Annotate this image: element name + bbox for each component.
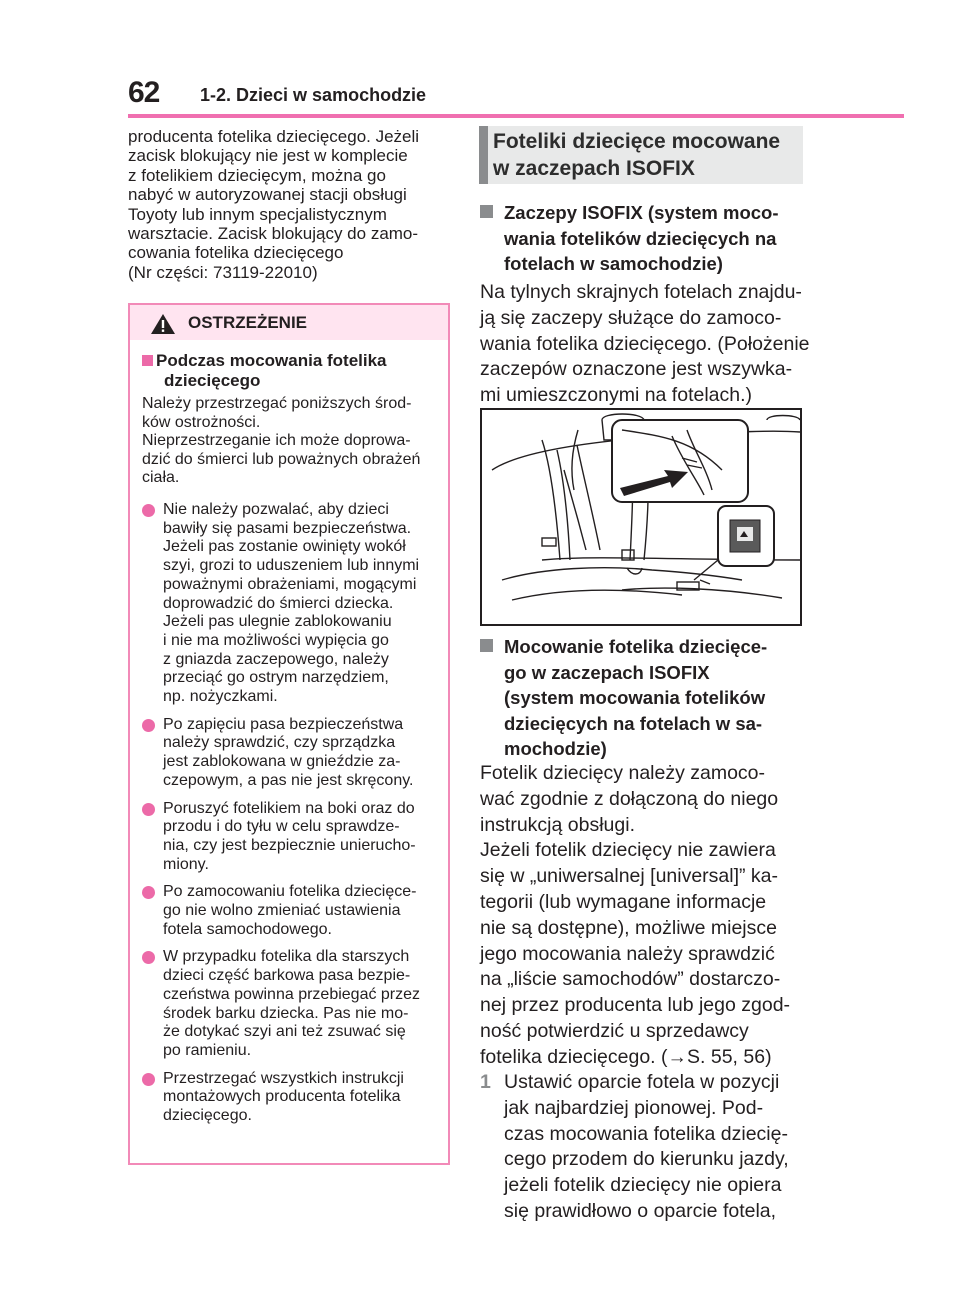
text-line: z fotelikiem dziecięcym, można go bbox=[128, 165, 386, 185]
section-title-box bbox=[479, 126, 803, 184]
rear-seat-isofix-illustration bbox=[480, 408, 802, 626]
section-header: 1-2. Dzieci w samochodzie bbox=[200, 85, 427, 105]
text-line: czas mocowania fotelika dziecię- bbox=[504, 1122, 788, 1145]
text-line: że dotykać szyi ani też zsuwać się bbox=[163, 1023, 406, 1041]
warning-subheading bbox=[142, 351, 387, 390]
warning-triangle-icon bbox=[150, 313, 176, 335]
text-line: nie są dostępne), możliwe miejsce bbox=[480, 916, 777, 939]
text-line: czeństwa powinna przebiegać przez bbox=[163, 985, 421, 1003]
warning-bullet bbox=[142, 1070, 448, 1126]
text-line: cowania fotelika dziecięcego bbox=[128, 243, 344, 263]
round-bullet-icon bbox=[142, 803, 155, 816]
text-line: po ramieniu. bbox=[163, 1041, 252, 1059]
warning-header bbox=[130, 305, 448, 340]
text-line: jego mocowania należy sprawdzić bbox=[480, 942, 775, 965]
text-line: ków ostrożności. bbox=[142, 413, 261, 431]
text-line: dzić do śmierci lub poważnych obrażeń bbox=[142, 450, 421, 468]
header-rule bbox=[128, 114, 904, 118]
round-bullet-icon bbox=[142, 719, 155, 732]
isofix-anchors-text bbox=[480, 280, 810, 409]
text-line: ność potwierdzić u sprzedawcy bbox=[480, 1019, 749, 1042]
page-number: 62 bbox=[128, 76, 160, 109]
text-line: dziecięcego. bbox=[163, 1107, 252, 1125]
warning-bullet bbox=[142, 501, 448, 707]
text-line: Przestrzegać wszystkich instrukcji bbox=[163, 1069, 404, 1087]
square-bullet-icon bbox=[480, 205, 493, 218]
warning-intro bbox=[142, 395, 447, 488]
text-line: przodu i do tyłu w celu sprawdze- bbox=[163, 818, 400, 836]
text-line: z gniazda zaczepowego, należy bbox=[163, 650, 389, 668]
warning-subheading-line: Podczas mocowania fotelika bbox=[156, 351, 387, 370]
text-line: Ustawić oparcie fotela w pozycji bbox=[504, 1071, 780, 1093]
text-line: fotela samochodowego. bbox=[163, 920, 332, 938]
text-line: przeciąć go ostrym narzędziem, bbox=[163, 669, 389, 687]
text-line: ją się zaczepy służące do zamoco- bbox=[480, 306, 782, 329]
warning-box bbox=[128, 303, 450, 1165]
text-line: na „liście samochodów” dostarczo- bbox=[480, 968, 781, 991]
text-line: zacisk blokujący nie jest w komplecie bbox=[128, 146, 408, 166]
warning-bullet bbox=[142, 800, 448, 875]
text-line: producenta fotelika dziecięcego. Jeżeli bbox=[128, 127, 420, 146]
text-line: Nie należy pozwalać, aby dzieci bbox=[163, 501, 389, 518]
text-line: (Nr części: 73119-22010) bbox=[128, 262, 318, 282]
warning-bullet bbox=[142, 948, 448, 1060]
round-bullet-icon bbox=[142, 504, 155, 517]
square-bullet-icon bbox=[480, 639, 493, 652]
text-line: ciała. bbox=[142, 469, 180, 486]
subheading-isofix-mounting: Mocowanie fotelika dziecięce- go w zaczepach ISOFIX (system mocowania fotelików dziecięcych na fotelach w sa- mochodzie) bbox=[480, 634, 767, 762]
text-line: należy sprawdzić, czy sprządzka bbox=[163, 734, 396, 752]
text-line: Należy przestrzegać poniższych środ- bbox=[142, 395, 412, 412]
text-line: szyi, grozi to uduszeniem lub innymi bbox=[163, 557, 420, 575]
step-1 bbox=[480, 1070, 789, 1225]
text-line: Jeżeli pas ulegnie zablokowaniu bbox=[163, 613, 392, 631]
text-line: montażowych producenta fotelika bbox=[163, 1088, 401, 1106]
text-line: instrukcją obsługi. bbox=[480, 813, 635, 836]
text-line: doprowadzić do śmierci dziecka. bbox=[163, 594, 394, 612]
text-line: np. nożyczkami. bbox=[163, 688, 278, 706]
text-line: jest zablokowana w gnieździe za- bbox=[163, 753, 401, 771]
round-bullet-icon bbox=[142, 886, 155, 899]
text-line: nej przez producenta lub jego zgod- bbox=[480, 994, 791, 1017]
text-line: mi umieszczonymi na fotelach.) bbox=[480, 384, 753, 407]
text-line: Toyoty lub innym specjalistycznym bbox=[128, 204, 387, 224]
warning-bullet-list bbox=[142, 501, 448, 1135]
section-title-bar bbox=[479, 126, 488, 184]
text-line: Po zapięciu pasa bezpieczeństwa bbox=[163, 715, 404, 733]
text-line: środek barku dziecka. Pas nie mo- bbox=[163, 1004, 409, 1022]
text-line: go nie wolno zmieniać ustawienia bbox=[163, 902, 401, 920]
text-line: się w „uniwersalnej [universal]” ka- bbox=[480, 865, 779, 888]
text-line: Nieprzestrzeganie ich może doprowa- bbox=[142, 432, 411, 449]
warning-title: OSTRZEŻENIE bbox=[188, 313, 308, 332]
text-line: Poruszyć fotelikiem na boki oraz do bbox=[163, 799, 415, 817]
square-bullet-icon bbox=[142, 355, 153, 366]
round-bullet-icon bbox=[142, 1073, 155, 1086]
text-line: miony. bbox=[163, 855, 209, 873]
text-line: tegorii (lub wymagane informacje bbox=[480, 890, 767, 913]
warning-bullet bbox=[142, 716, 448, 791]
subheading-isofix-anchors: Zaczepy ISOFIX (system moco- wania fotelików dziecięcych na fotelach w samochodzie) bbox=[480, 200, 779, 277]
isofix-mounting-text bbox=[480, 761, 790, 1071]
text-line: Fotelik dziecięcy należy zamoco- bbox=[480, 762, 766, 784]
text-line: wać zgodnie z dołączoną do niego bbox=[480, 787, 779, 810]
round-bullet-icon bbox=[142, 951, 155, 964]
warning-subheading-line: dziecięcego bbox=[164, 370, 261, 390]
text-line: jak najbardziej pionowej. Pod- bbox=[504, 1096, 764, 1119]
text-line: nabyć w autoryzowanej stacji obsługi bbox=[128, 185, 407, 205]
text-line: Jeżeli fotelik dziecięcy nie zawiera bbox=[480, 839, 776, 862]
text-line: jeżeli fotelik dziecięcy nie opiera bbox=[504, 1174, 782, 1197]
warning-bullet bbox=[142, 883, 448, 939]
text-line: czepowym, a pas nie jest skręcony. bbox=[163, 771, 414, 789]
text-line: i nie ma możliwości wypięcia go bbox=[163, 631, 389, 649]
text-line: Na tylnych skrajnych fotelach znajdu- bbox=[480, 281, 802, 303]
text-line: dzieci część barkowa pasa bezpie- bbox=[163, 967, 411, 985]
text-line: Jeżeli pas zostanie owinięty wokół bbox=[163, 538, 406, 556]
text-line: warsztacie. Zacisk blokujący do zamo- bbox=[128, 224, 419, 244]
text-line: się prawidłowo o oparcie fotela, bbox=[504, 1199, 777, 1222]
text-line: bawiły się pasami bezpieczeństwa. bbox=[163, 519, 412, 537]
text-line: zaczepów oznaczone jest wszywka- bbox=[480, 358, 793, 381]
text-line: poważnymi obrażeniami, mogącymi bbox=[163, 575, 417, 593]
text-line: wania fotelika dziecięcego. (Położenie bbox=[480, 332, 810, 355]
text-line: fotelika dziecięcego. (→S. 55, 56) bbox=[480, 1045, 772, 1068]
section-title: Foteliki dziecięce mocowane w zaczepach ISOFIX bbox=[493, 130, 781, 180]
text-line: nia, czy jest bezpiecznie unierucho- bbox=[163, 836, 416, 854]
text-line: Po zamocowaniu fotelika dziecięce- bbox=[163, 883, 417, 901]
left-intro-text bbox=[128, 127, 458, 282]
step-number: 1 bbox=[480, 1071, 491, 1093]
text-line: W przypadku fotelika dla starszych bbox=[163, 948, 410, 966]
text-line: cego przodem do kierunku jazdy, bbox=[504, 1148, 789, 1171]
